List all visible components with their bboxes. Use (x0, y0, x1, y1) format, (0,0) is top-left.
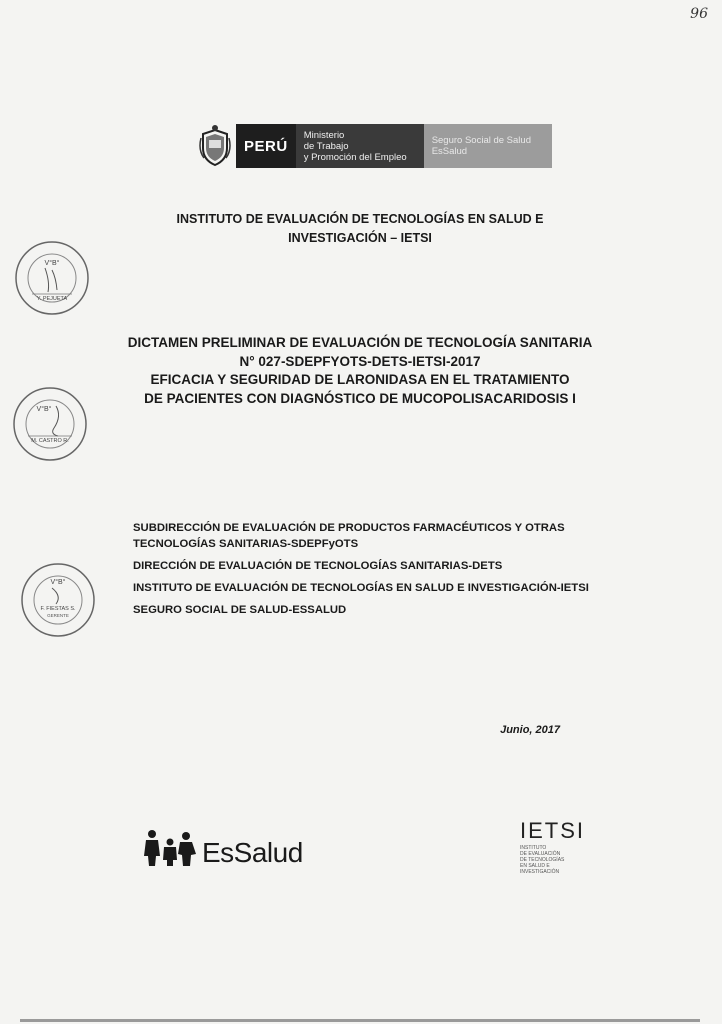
report-title (100, 334, 620, 408)
document-date: Junio, 2017 (500, 724, 560, 736)
office-item: DIRECCIÓN DE EVALUACIÓN DE TECNOLOGÍAS SANITARIAS-DETS (133, 560, 503, 572)
country-label: PERÚ (236, 124, 296, 168)
family-figures-icon (142, 828, 200, 868)
ietsi-tagline-line: DE EVALUACIÓN (520, 851, 561, 857)
agency-line: EsSalud (431, 146, 468, 157)
report-title-line: DICTAMEN PRELIMINAR DE EVALUACIÓN DE TECNOLOGÍA SANITARIA (127, 335, 593, 350)
office-item: SEGURO SOCIAL DE SALUD-ESSALUD (133, 604, 347, 616)
ietsi-wordmark: IETSI (520, 818, 586, 843)
institute-title (110, 210, 610, 248)
handwritten-page-number: 96 (690, 6, 708, 22)
stamp-vb: V°B° (50, 579, 66, 586)
essalud-wordmark: EsSalud (202, 837, 303, 868)
stamp-role: GERENTE (47, 613, 69, 618)
ministry-line: y Promoción del Empleo (303, 151, 407, 163)
institute-title-line: INSTITUTO DE EVALUACIÓN DE TECNOLOGÍAS EN SALUD E (176, 212, 544, 226)
stamp-name: Y. PEJUETA (36, 296, 68, 302)
report-subject-line: EFICACIA Y SEGURIDAD DE LARONIDASA EN EL TRATAMIENTO (150, 372, 570, 387)
office-item: INSTITUTO DE EVALUACIÓN DE TECNOLOGÍAS EN SALUD E INVESTIGACIÓN-IETSI (133, 582, 589, 594)
ministry-line: Ministerio (303, 129, 345, 141)
ietsi-tagline-line: INSTITUTO (520, 845, 547, 851)
ministry-label (296, 124, 424, 168)
approval-stamp (18, 560, 98, 640)
office-item: SUBDIRECCIÓN DE EVALUACIÓN DE PRODUCTOS FARMACÉUTICOS Y OTRAS TECNOLOGÍAS SANITARIAS-SDEPFyOTS (133, 522, 565, 550)
ietsi-logo (520, 820, 610, 875)
stamp-vb: V°B° (44, 260, 60, 267)
stamp-seal-icon (10, 384, 90, 464)
agency-line: Seguro Social de Salud (431, 135, 531, 146)
approval-stamp (12, 238, 92, 318)
agency-label (424, 124, 552, 168)
stamp-name: M. CASTRO R. (31, 438, 69, 444)
government-header-banner (198, 124, 552, 168)
ministry-line: de Trabajo (303, 140, 349, 152)
institute-title-line: INVESTIGACIÓN – IETSI (288, 231, 432, 245)
stamp-seal-icon (12, 238, 92, 318)
ietsi-tagline-line: INVESTIGACIÓN (520, 869, 560, 875)
stamp-name: F. FIESTAS S. (40, 606, 76, 612)
responsible-offices (133, 520, 623, 624)
report-subject-line: DE PACIENTES CON DIAGNÓSTICO DE MUCOPOLISACARIDOSIS I (144, 390, 576, 406)
ietsi-tagline-line: DE TECNOLOGÍAS (520, 857, 565, 863)
report-number: N° 027-SDEPFYOTS-DETS-IETSI-2017 (239, 353, 481, 369)
stamp-seal-icon (18, 560, 98, 640)
ietsi-tagline (520, 845, 610, 875)
ietsi-tagline-line: EN SALUD E (520, 863, 550, 869)
stamp-vb: V°B° (36, 406, 52, 413)
essalud-logo (142, 828, 303, 868)
scan-edge-line (20, 1019, 700, 1022)
coat-of-arms-icon (198, 124, 232, 168)
approval-stamp (10, 384, 90, 464)
